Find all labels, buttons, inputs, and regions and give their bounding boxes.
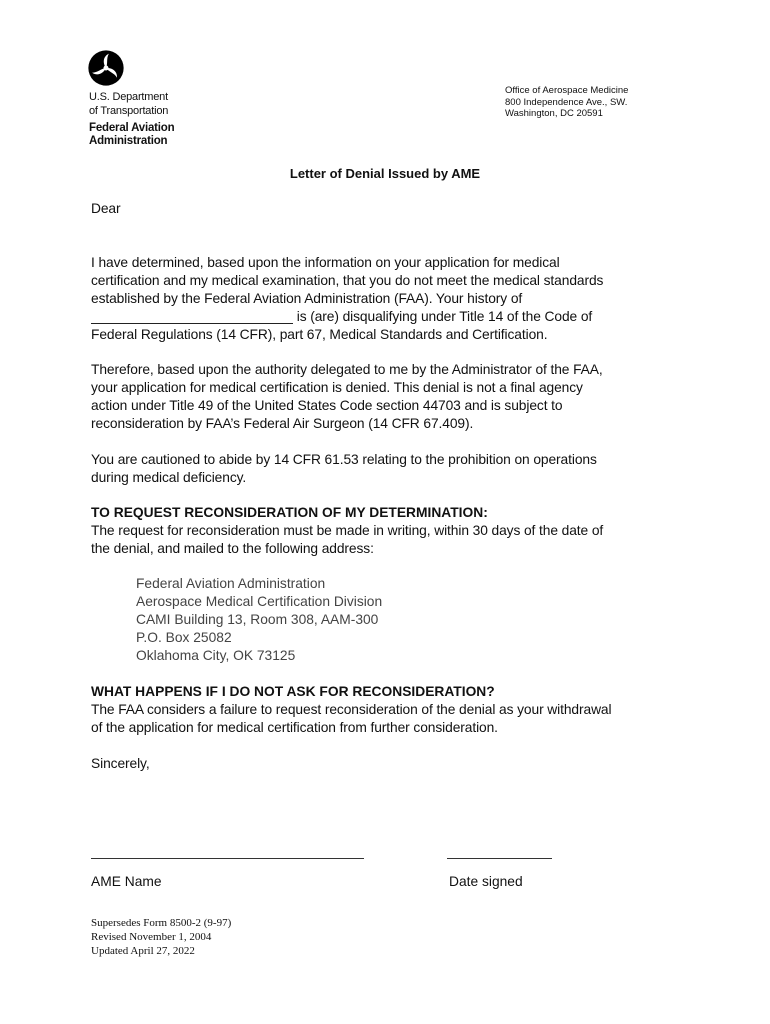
condition-blank-field[interactable]: [91, 309, 293, 324]
ame-name-label: AME Name: [91, 874, 162, 889]
date-signature-line[interactable]: [447, 858, 552, 859]
form-revision-footer: Supersedes Form 8500-2 (9-97) Revised November 1, 2004 Updated April 27, 2022: [91, 917, 232, 957]
faa-name: Federal Aviation Administration: [89, 122, 175, 147]
date-signed-label: Date signed: [449, 874, 523, 889]
dot-triskelion-logo-icon: [88, 50, 124, 86]
mailing-address: Federal Aviation Administration Aerospace Medical Certification Division CAMI Building 13, Room 308, AAM-300 P.O. Box 25082 Oklahoma City, OK 73125: [136, 576, 383, 663]
paragraph-determination: I have determined, based upon the information on your application for medical certification and my medical examination, that you do not meet the medical standards established by the Federal Aviation Administration (FAA). Your history of is (are) disqualifying under Title 14 of the Code of Federal Regulations (14 CFR), part 67, Medical Standards and Certification.: [91, 255, 604, 342]
no-reconsideration-heading: WHAT HAPPENS IF I DO NOT ASK FOR RECONSIDERATION?: [91, 684, 495, 699]
dept-name: U.S. Department of Transportation: [89, 91, 169, 117]
section-no-reconsideration: WHAT HAPPENS IF I DO NOT ASK FOR RECONSIDERATION? The FAA considers a failure to request reconsideration of the denial as your withdrawal of the application for medical certification from further consideration.: [91, 683, 691, 737]
reconsideration-heading: TO REQUEST RECONSIDERATION OF MY DETERMINATION:: [91, 505, 488, 520]
paragraph-caution: You are cautioned to abide by 14 CFR 61.53 relating to the prohibition on operations during medical deficiency.: [91, 452, 597, 485]
office-address: Office of Aerospace Medicine 800 Independence Ave., SW. Washington, DC 20591: [505, 85, 629, 119]
paragraph-denial: Therefore, based upon the authority delegated to me by the Administrator of the FAA, your application for medical certification is denied. This denial is not a final agency action under Title 49 of the United States Code section 44703 and is subject to reconsideration by FAA’s Federal Air Surgeon (14 CFR 67.409).: [91, 362, 603, 431]
section-reconsideration: TO REQUEST RECONSIDERATION OF MY DETERMINATION: The request for reconsideration must be made in writing, within 30 days of the date of the denial, and mailed to the following address:: [91, 504, 691, 558]
salutation: Dear: [91, 201, 121, 216]
ame-signature-line[interactable]: [91, 858, 364, 859]
closing: Sincerely,: [91, 756, 150, 771]
letter-title: Letter of Denial Issued by AME: [289, 166, 481, 181]
